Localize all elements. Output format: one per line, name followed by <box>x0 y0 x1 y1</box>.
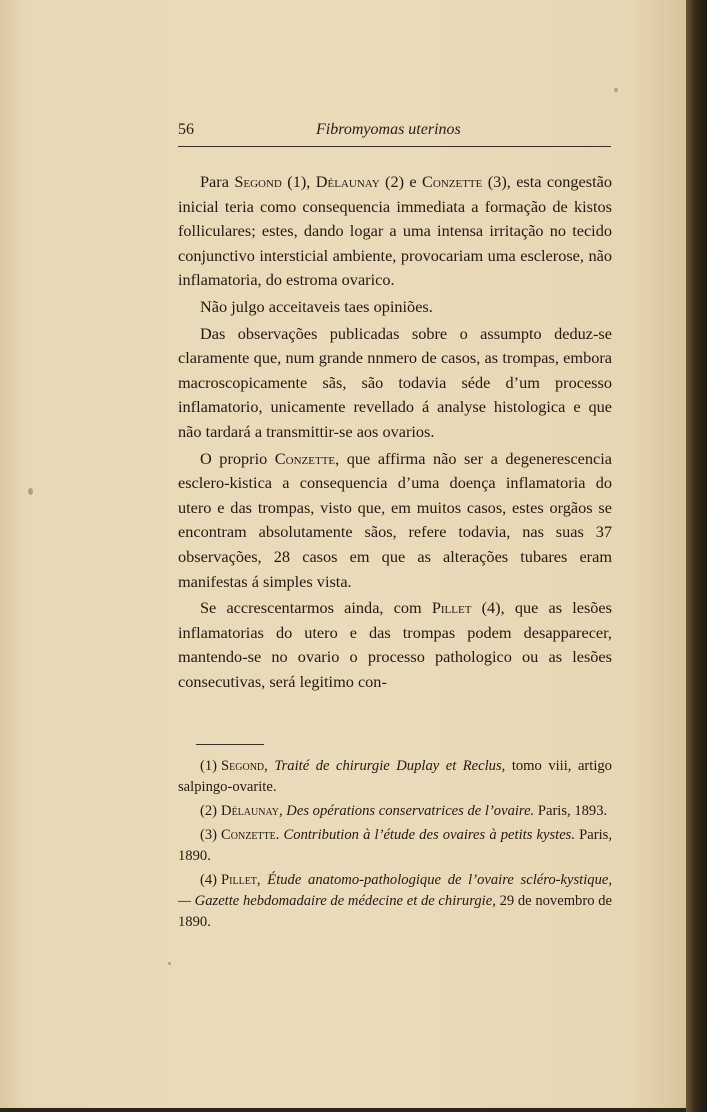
paper-speck <box>28 488 33 495</box>
body-text <box>178 170 612 696</box>
author-name-conzette: Conzette <box>274 448 336 468</box>
page-header <box>178 121 610 145</box>
text-run: Para <box>200 172 235 191</box>
author-name-conzette: Conzette <box>422 172 483 191</box>
footnote-author: Pillet, <box>221 872 261 888</box>
paragraph-5 <box>178 596 612 694</box>
paper-speck <box>168 962 171 965</box>
footnote-title: Des opérations conservatrices de l’ovaire. <box>286 803 535 819</box>
book-spine-edge <box>686 0 707 1112</box>
paragraph-4 <box>178 447 612 595</box>
text-run: (1), <box>281 172 316 191</box>
page-number: 56 <box>178 121 194 138</box>
footnote-rest: Paris, 1893. <box>534 803 608 819</box>
footnote-number: (3) <box>200 827 218 843</box>
footnote-title: Traité de chirurgie Duplay et Reclus, <box>274 758 506 774</box>
footnote-rest: 29 de novembro de 1890. <box>178 893 612 930</box>
author-name-segond: Segond <box>234 172 282 191</box>
footnote-number: (2) <box>200 803 218 819</box>
footnote-number: (4) <box>200 872 218 888</box>
paragraph-3: Das observações publicadas sobre o assumpto deduz-se claramente que, num grande nnmero de casos, as trompas, embora macroscopicamente sãs, são todavia séde d’um processo inflamatorio, unicamente revellado á analyse histologica e que não tardará a transmittir-se aos ovarios. <box>178 323 612 441</box>
footnotes <box>178 756 612 936</box>
text-run: O proprio <box>200 448 275 468</box>
footnote-author: Segond, <box>221 758 268 774</box>
footnote-number: (1) <box>200 758 218 774</box>
footnote-author: Conzette. <box>221 827 280 843</box>
footnote-rule <box>196 744 264 745</box>
author-name-delaunay: Délaunay <box>315 172 380 191</box>
text-run: Se accrescentarmos ainda, com <box>200 598 432 618</box>
paper-speck <box>614 88 618 92</box>
footnote-3 <box>178 825 612 867</box>
text-run: (4), que as lesões inflamatorias do utero e das trompas podem desapparecer, mantendo-se no ovario o processo pathologico ou as lesões consecutivas, será legitimo con- <box>178 598 612 691</box>
footnote-rest: Paris, 1890. <box>178 827 612 864</box>
footnote-2 <box>178 801 612 822</box>
paragraph-1 <box>178 170 612 293</box>
footnote-rest: tomo viii, artigo salpingo-ovarite. <box>178 758 612 795</box>
running-title: Fibromyomas uterinos <box>316 121 461 138</box>
footnote-4 <box>178 870 612 933</box>
footnote-title: Étude anatomo-pathologique de l’ovaire scléro-kystique, — Gazette hebdomadaire de médecine et de chirurgie, <box>178 872 612 909</box>
author-name-pillet: Pillet <box>431 598 472 618</box>
header-rule <box>178 146 611 147</box>
footnote-title: Contribution à l’étude des ovaires à petits kystes. <box>283 827 576 843</box>
text-run: , que affirma não ser a degenerescencia esclero-kistica a consequencia d’uma doença inflamatoria do utero e das trompas, visto que, em muitos casos, estes orgãos se encontram absolutamente sãos, refere todavia, nas suas 37 observações, 28 casos em que as alterações tubares eram manifestas á simples vista. <box>178 448 613 591</box>
footnote-1 <box>178 756 612 798</box>
footnote-author: Délaunay, <box>221 803 283 819</box>
text-run: (3), esta congestão inicial teria como consequencia immediata a formação de kistos folliculares; estes, dando logar a uma intensa irritação no tecido conjunctivo intersticial ambiente, provocariam uma esclerose, não inflamatoria, do estroma ovarico. <box>178 172 613 290</box>
paragraph-2: Não julgo acceitaveis taes opiniões. <box>200 296 433 316</box>
text-run: (2) e <box>379 172 423 191</box>
